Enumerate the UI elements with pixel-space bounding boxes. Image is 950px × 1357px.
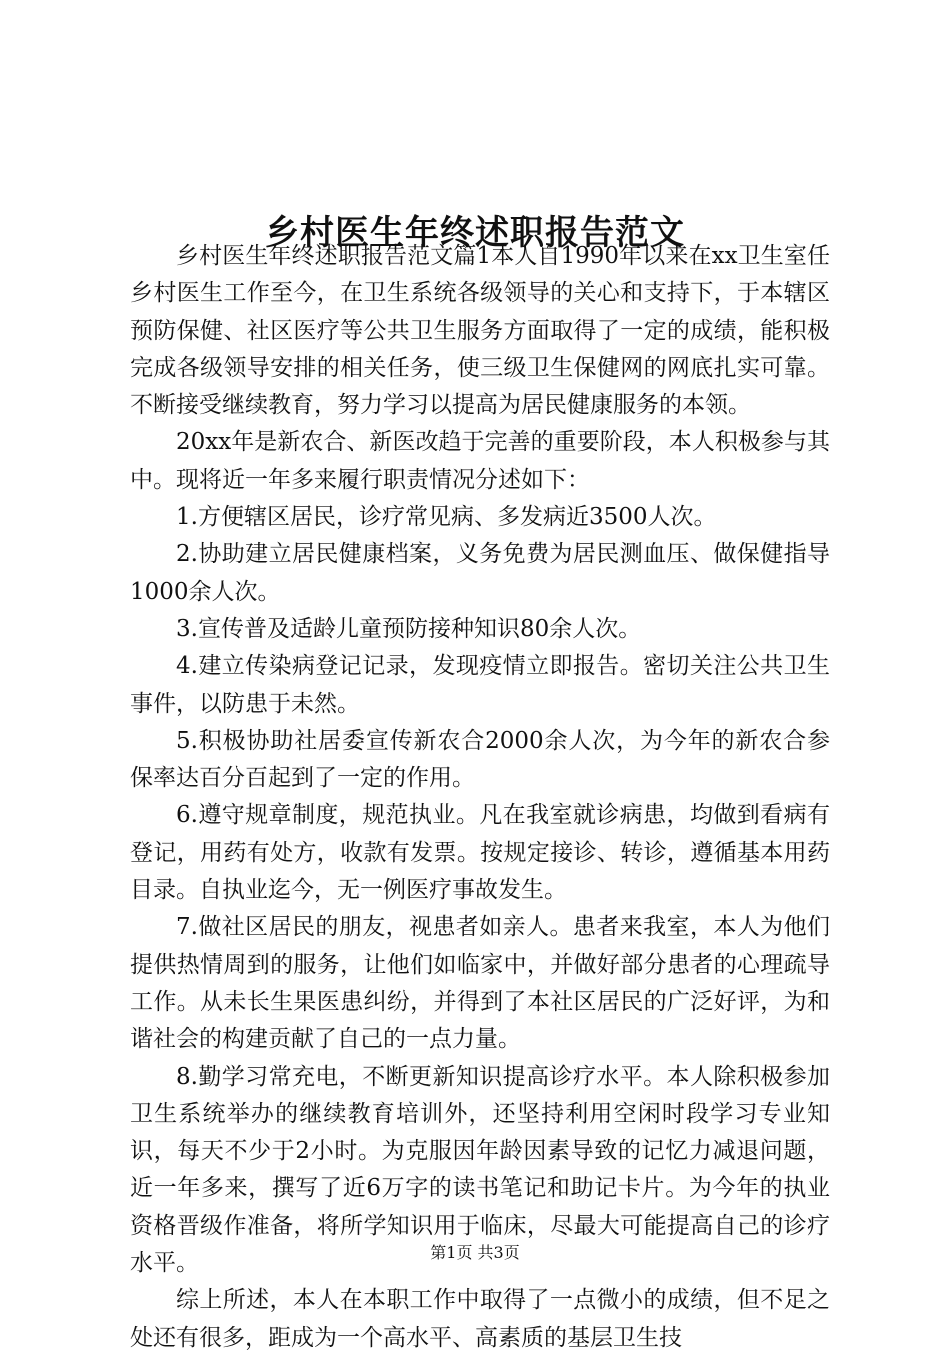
list-item: 3.宣传普及适龄儿童预防接种知识80余人次。 [176,615,642,642]
paragraph: 20xx年是新农合、新医改趋于完善的重要阶段，本人积极参与其中。现将近一年多来履行职责情况分述如下： [130,429,830,493]
list-item: 5.积极协助社居委宣传新农合2000余人次，为今年的新农合参保率达百分百起到了一定的作用。 [130,727,830,792]
document-title: 乡村医生年终述职报告范文 [265,212,685,253]
document-body [130,238,830,1357]
paragraph: 综上所述，本人在本职工作中取得了一点微小的成绩，但不足之处还有很多，距成为一个高水平、高素质的基层卫生技 [130,1287,830,1351]
page-footer: 第1页 共3页 [430,1243,520,1262]
list-item: 8.勤学习常充电，不断更新知识提高诊疗水平。本人除积极参加卫生系统举办的继续教育培训外，还坚持利用空闲时段学习专业知识，每天不少于2小时。为克服因年龄因素导致的记忆力减退问题，近一年多来，撰写了近6万字的读书笔记和助记卡片。为今年的执业资格晋级作准备，将所学知识用于临床，尽最大可能提高自己的诊疗水平。 [130,1063,830,1277]
list-item: 1.方便辖区居民，诊疗常见病、多发病近3500人次。 [176,504,717,531]
list-item: 4.建立传染病登记记录，发现疫情立即报告。密切关注公共卫生事件，以防患于未然。 [130,653,830,717]
list-item: 6.遵守规章制度，规范执业。凡在我室就诊病患，均做到看病有登记，用药有处方，收款有发票。按规定接诊、转诊，遵循基本用药目录。自执业迄今，无一例医疗事故发生。 [130,802,830,904]
list-item: 2.协助建立居民健康档案，义务免费为居民测血压、做保健指导1000余人次。 [130,541,830,605]
list-item: 7.做社区居民的朋友，视患者如亲人。患者来我室，本人为他们提供热情周到的服务，让他们如临家中，并做好部分患者的心理疏导工作。从未长生果医患纠纷，并得到了本社区居民的广泛好评，为和谐社会的构建贡献了自己的一点力量。 [130,914,830,1053]
paragraph: 乡村医生年终述职报告范文篇1本人自1990年以来在xx卫生室任乡村医生工作至今，在卫生系统各级领导的关心和支持下，于本辖区预防保健、社区医疗等公共卫生服务方面取得了一定的成绩，能积极完成各级领导安排的相关任务，使三级卫生保健网的网底扎实可靠。不断接受继续教育，努力学习以提高为居民健康服务的本领。 [130,243,830,419]
